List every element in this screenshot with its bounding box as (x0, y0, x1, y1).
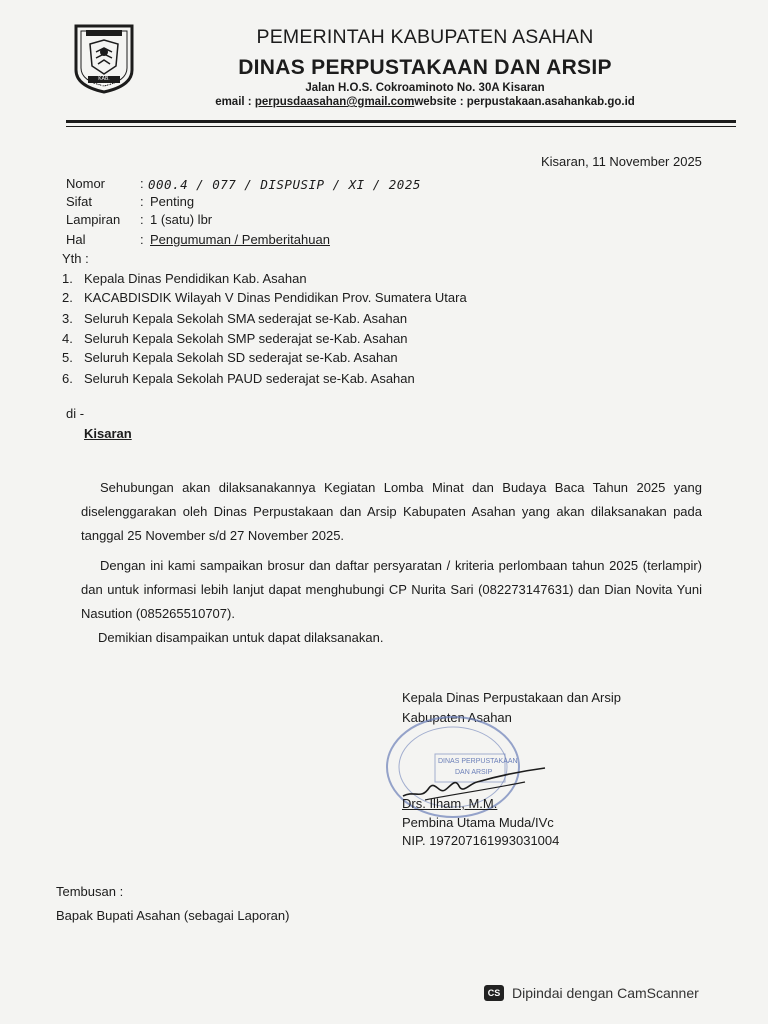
body-paragraph-2: Dengan ini kami sampaikan brosur dan daftar persyaratan / kriteria perlombaan tahun 2025 (terlampir) dan untuk informasi lebih lanjut dapat menghubungi CP Nurita Sari (082273147631) dan Dian Novita Yuni Nasution (085265510707). (81, 558, 702, 621)
recipient-text: Seluruh Kepala Sekolah SMA sederajat se-Kab. Asahan (84, 311, 408, 326)
signatory-rank: Pembina Utama Muda/IVc (402, 815, 554, 830)
yth-label: Yth : (62, 251, 89, 266)
letterhead-government: PEMERINTAH KABUPATEN ASAHAN (256, 26, 594, 48)
recipient-text: Kepala Dinas Pendidikan Kab. Asahan (84, 271, 307, 286)
recipient-text: Seluruh Kepala Sekolah PAUD sederajat se-Kab. Asahan (84, 371, 415, 386)
place-kisaran: Kisaran (84, 426, 132, 441)
letterhead-rule-thick (66, 120, 736, 123)
letterhead-rule-thin (66, 126, 736, 127)
di-label: di - (66, 406, 85, 421)
body-paragraph-3: Demikian disampaikan untuk dapat dilaksanakan. (98, 630, 384, 645)
meta-label-nomor: Nomor (66, 176, 106, 191)
meta-value-nomor: 000.4 / 077 / DISPUSIP / XI / 2025 (148, 177, 421, 192)
recipient-text: Seluruh Kepala Sekolah SD sederajat se-Kab. Asahan (84, 350, 398, 365)
meta-sep-lampiran: : (140, 212, 144, 227)
meta-value-lampiran: 1 (satu) lbr (150, 212, 213, 227)
camscanner-text: Dipindai dengan CamScanner (512, 985, 699, 1001)
stamp-text-line2: DAN ARSIP (455, 769, 493, 776)
regency-logo (72, 22, 136, 94)
meta-label-lampiran: Lampiran (66, 212, 121, 227)
recipient-num: 2. (62, 290, 73, 305)
meta-value-sifat: Penting (150, 194, 195, 209)
meta-sep-nomor: : (140, 176, 144, 191)
body-paragraph-1: Sehubungan akan dilaksanakannya Kegiatan Lomba Minat dan Budaya Baca Tahun 2025 yang diselenggarakan oleh Dinas Perpustakaan dan Arsip Kabupaten Asahan yang akan dilaksanakan pada tanggal 25 November s/d 27 November 2025. (81, 480, 702, 543)
tembusan-label: Tembusan : (56, 884, 124, 899)
recipient-num: 3. (62, 311, 73, 326)
website-label: website : (414, 96, 467, 108)
recipient-num: 1. (62, 271, 73, 286)
meta-value-hal: Pengumuman / Pemberitahuan (150, 232, 330, 247)
letter-date: Kisaran, 11 November 2025 (541, 154, 702, 169)
meta-label-hal: Hal (66, 232, 86, 247)
signatory-name: Drs. Ilham, M.M. (402, 796, 498, 811)
recipient-num: 5. (62, 350, 73, 365)
email-link[interactable]: perpusdaasahan@gmail.com (254, 96, 415, 108)
website-link[interactable]: perpustakaan.asahankab.go.id (466, 96, 635, 108)
signatory-office: Kabupaten Asahan (402, 710, 512, 725)
recipient-text: Seluruh Kepala Sekolah SMP sederajat se-Kab. Asahan (84, 331, 408, 346)
stamp-text-line1: DINAS PERPUSTAKAAN (438, 758, 518, 765)
signatory-title: Kepala Dinas Perpustakaan dan Arsip (402, 690, 621, 705)
letterhead-address: Jalan H.O.S. Cokroaminoto No. 30A Kisaran (305, 82, 545, 94)
email-label: email : (215, 96, 255, 108)
meta-sep-hal: : (140, 232, 144, 247)
tembusan-item: Bapak Bupati Asahan (sebagai Laporan) (56, 908, 290, 923)
logo-caption: KAB. ASAHAN (93, 76, 115, 89)
recipient-num: 4. (62, 331, 73, 346)
letterhead-contacts (150, 96, 700, 108)
camscanner-icon: CS (484, 985, 504, 1001)
meta-sep-sifat: : (140, 194, 144, 209)
recipient-num: 6. (62, 371, 73, 386)
letterhead-agency: DINAS PERPUSTAKAAN DAN ARSIP (238, 56, 612, 79)
meta-label-sifat: Sifat (66, 194, 93, 209)
camscanner-watermark (484, 985, 699, 1001)
signatory-nip: NIP. 197207161993031004 (402, 833, 560, 848)
recipient-text: KACABDISDIK Wilayah V Dinas Pendidikan Prov. Sumatera Utara (84, 290, 467, 305)
